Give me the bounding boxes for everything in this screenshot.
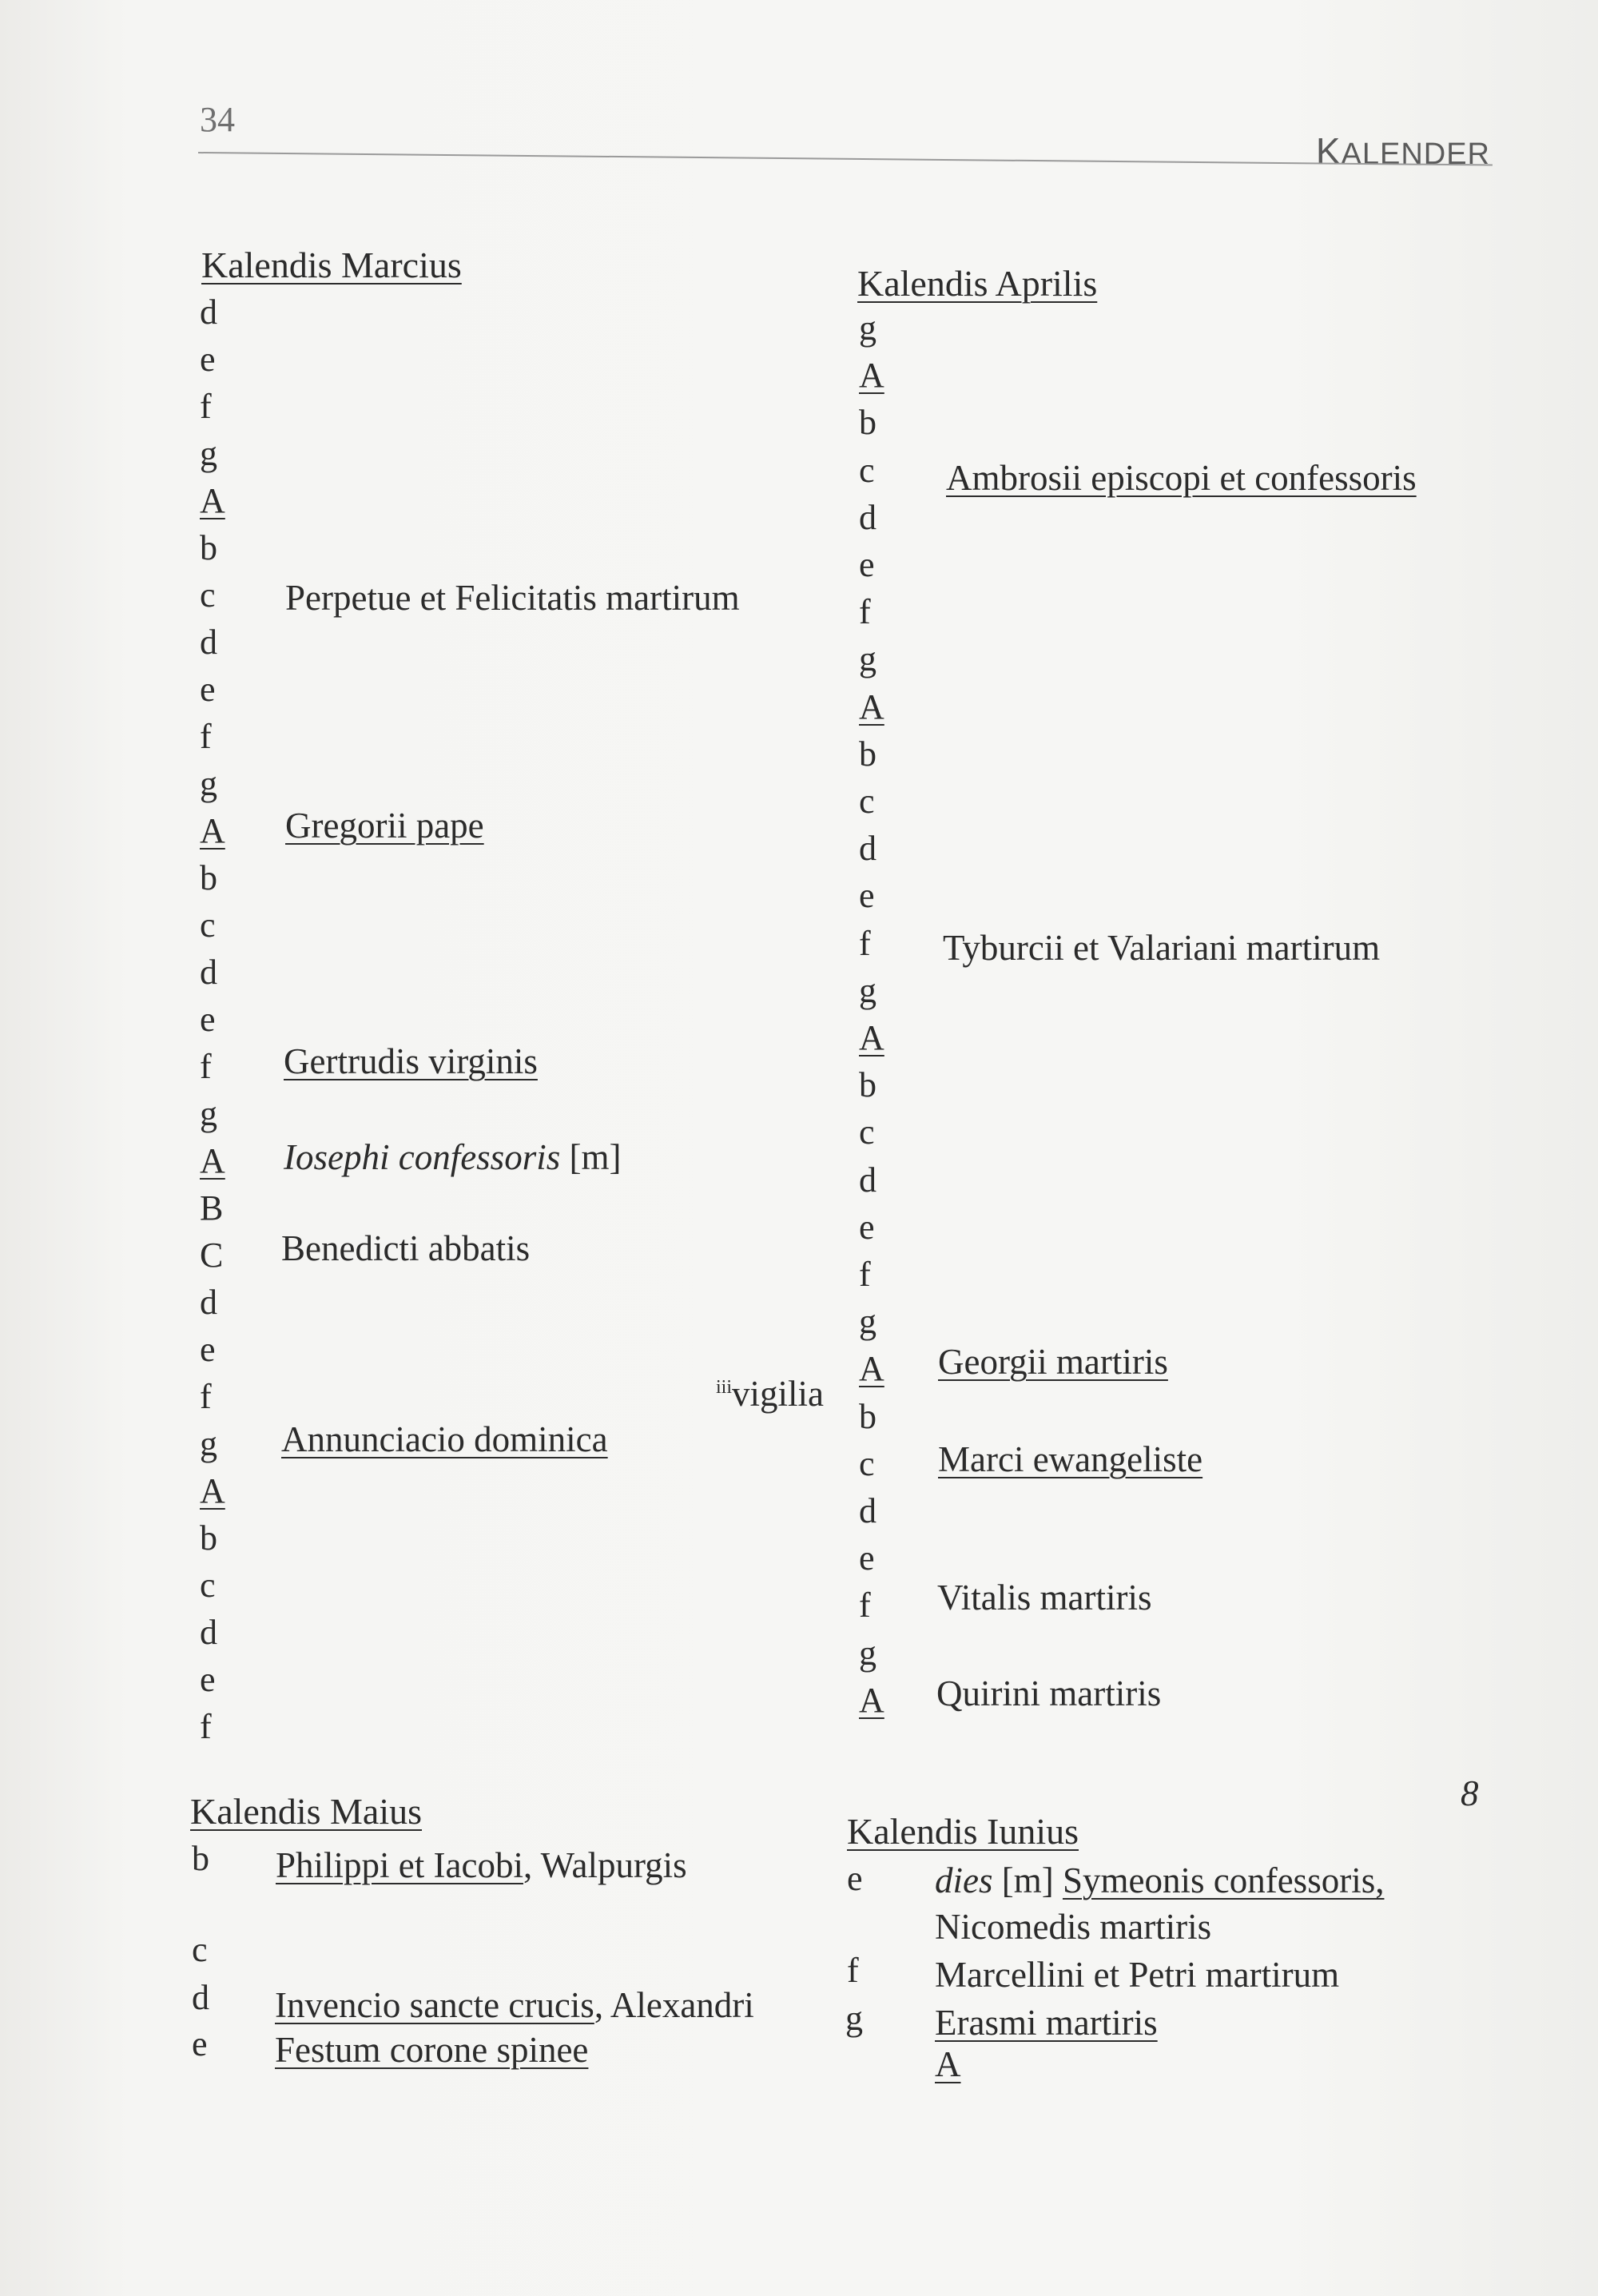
march-letter: g [200, 1094, 217, 1133]
entry-erasmi: Erasmi martiris [935, 2003, 1158, 2043]
entry-dies-word: dies [935, 1860, 993, 1900]
june-extra-letter: A [935, 2044, 961, 2084]
april-letter: e [859, 1538, 875, 1578]
april-heading: Kalendis Aprilis [857, 263, 1098, 304]
may-letter: d [192, 1978, 209, 2017]
entry-philippi-name: Philippi et Iacobi [276, 1845, 523, 1885]
april-letter: A [859, 1349, 884, 1389]
march-letter: B [200, 1188, 224, 1228]
entry-dies [935, 1860, 1384, 1901]
june-letter: f [847, 1951, 859, 1990]
entry-gregorii: Gregorii pape [285, 806, 484, 846]
march-letter: c [200, 575, 216, 615]
march-letter: g [200, 434, 217, 473]
may-letter: b [192, 1839, 209, 1878]
march-letter: e [200, 340, 216, 379]
may-heading: Kalendis Maius [190, 1791, 423, 1832]
march-letter: A [200, 1141, 225, 1180]
april-letter: g [859, 1302, 877, 1342]
entry-alexandri: , Alexandri [594, 1985, 754, 2025]
header-rule [198, 152, 1493, 166]
june-heading: Kalendis Iunius [847, 1811, 1079, 1852]
march-letter: A [200, 1471, 225, 1510]
running-title-rest: ALENDER [1341, 137, 1490, 171]
april-letter: d [859, 829, 877, 869]
march-letter: g [200, 764, 217, 803]
march-letter: e [200, 1660, 216, 1699]
march-letter: b [200, 1518, 217, 1558]
entry-quirini: Quirini martiris [936, 1673, 1162, 1713]
entry-symeonis: Symeonis confessoris, [1062, 1860, 1385, 1900]
march-letter: A [200, 811, 225, 850]
april-letter: A [859, 356, 884, 396]
vigilia-word: vigilia [732, 1374, 824, 1414]
entry-dies-mark: [m] [992, 1860, 1063, 1900]
april-letter: c [859, 782, 875, 821]
march-letter: e [200, 1330, 216, 1369]
april-letter: b [859, 403, 877, 443]
april-letter: c [859, 1112, 875, 1152]
may-letter: e [192, 2024, 208, 2063]
march-letter: f [200, 717, 212, 756]
march-letter: d [200, 1283, 217, 1322]
march-letter: e [200, 1000, 216, 1039]
april-letter: f [859, 1586, 871, 1626]
march-letter: d [200, 292, 217, 332]
entry-vigilia [716, 1373, 824, 1415]
march-letter: C [200, 1236, 224, 1275]
entry-josephi-mark: [m] [560, 1137, 622, 1177]
entry-invencio [275, 1984, 754, 2026]
running-title [1316, 129, 1490, 173]
entry-ambrosii: Ambrosii episcopi et confessoris [946, 458, 1417, 498]
march-letter: d [200, 953, 217, 992]
april-letter: d [859, 1491, 877, 1530]
april-letter: f [859, 1255, 871, 1294]
march-letter: e [200, 670, 216, 709]
entry-invencio-name: Invencio sancte crucis [275, 1985, 594, 2025]
march-letter: d [200, 1613, 217, 1652]
april-letter: d [859, 497, 877, 537]
april-letter: f [859, 923, 871, 963]
march-letter: b [200, 858, 217, 897]
april-letter: A [859, 1680, 884, 1720]
april-letter: g [859, 970, 877, 1010]
entry-nicomedis: Nicomedis martiris [935, 1907, 1212, 1947]
march-letter: A [200, 481, 225, 520]
march-letter: b [200, 528, 217, 567]
may-letter: c [192, 1930, 208, 1969]
april-letter: A [859, 686, 884, 726]
entry-georgii: Georgii martiris [938, 1342, 1168, 1382]
march-letter: d [200, 623, 217, 662]
march-letter: f [200, 1377, 212, 1416]
june-letter: e [847, 1859, 863, 1898]
entry-marci: Marci ewangeliste [938, 1439, 1203, 1479]
april-letter: c [859, 1443, 875, 1483]
march-letter: g [200, 1424, 217, 1463]
entry-josephi-name: Iosephi confessoris [284, 1137, 561, 1177]
march-letter: f [200, 1047, 212, 1086]
entry-philippi [276, 1844, 687, 1886]
entry-festum: Festum corone spinee [275, 2030, 589, 2070]
entry-benedicti: Benedicti abbatis [281, 1228, 531, 1268]
entry-tyburcii: Tyburcii et Valariani martirum [943, 928, 1381, 968]
april-letter: e [859, 1207, 875, 1247]
april-letter: b [859, 1065, 877, 1105]
march-letter: f [200, 1707, 212, 1746]
entry-perpetue: Perpetue et Felicitatis martirum [285, 578, 740, 618]
april-letter: g [859, 308, 877, 348]
entry-vitalis: Vitalis martiris [937, 1578, 1152, 1618]
april-letter: A [859, 1018, 884, 1057]
entry-walpurgis: , Walpurgis [523, 1845, 687, 1885]
vigilia-number: iii [716, 1377, 733, 1398]
april-letter: d [859, 1160, 877, 1200]
april-letter: b [859, 734, 877, 774]
april-letter: b [859, 1396, 877, 1436]
april-letter: c [859, 450, 875, 490]
march-letter: c [200, 905, 216, 945]
entry-gertrudis: Gertrudis virginis [284, 1041, 538, 1081]
running-title-initial: K [1315, 130, 1342, 172]
entry-marcellini: Marcellini et Petri martirum [935, 1955, 1340, 1995]
march-letter: c [200, 1566, 216, 1605]
april-letter: e [859, 545, 875, 584]
april-letter: f [859, 592, 871, 632]
entry-josephi [284, 1136, 621, 1178]
page-number: 34 [200, 100, 235, 139]
april-letter: g [859, 639, 877, 679]
march-letter: f [200, 387, 212, 426]
entry-annunciacio: Annunciacio dominica [281, 1419, 608, 1459]
april-letter: e [859, 876, 875, 916]
margin-mark: 8 [1461, 1773, 1479, 1813]
march-heading: Kalendis Marcius [201, 245, 462, 285]
april-letter: g [859, 1633, 877, 1673]
june-letter: g [845, 1999, 863, 2038]
